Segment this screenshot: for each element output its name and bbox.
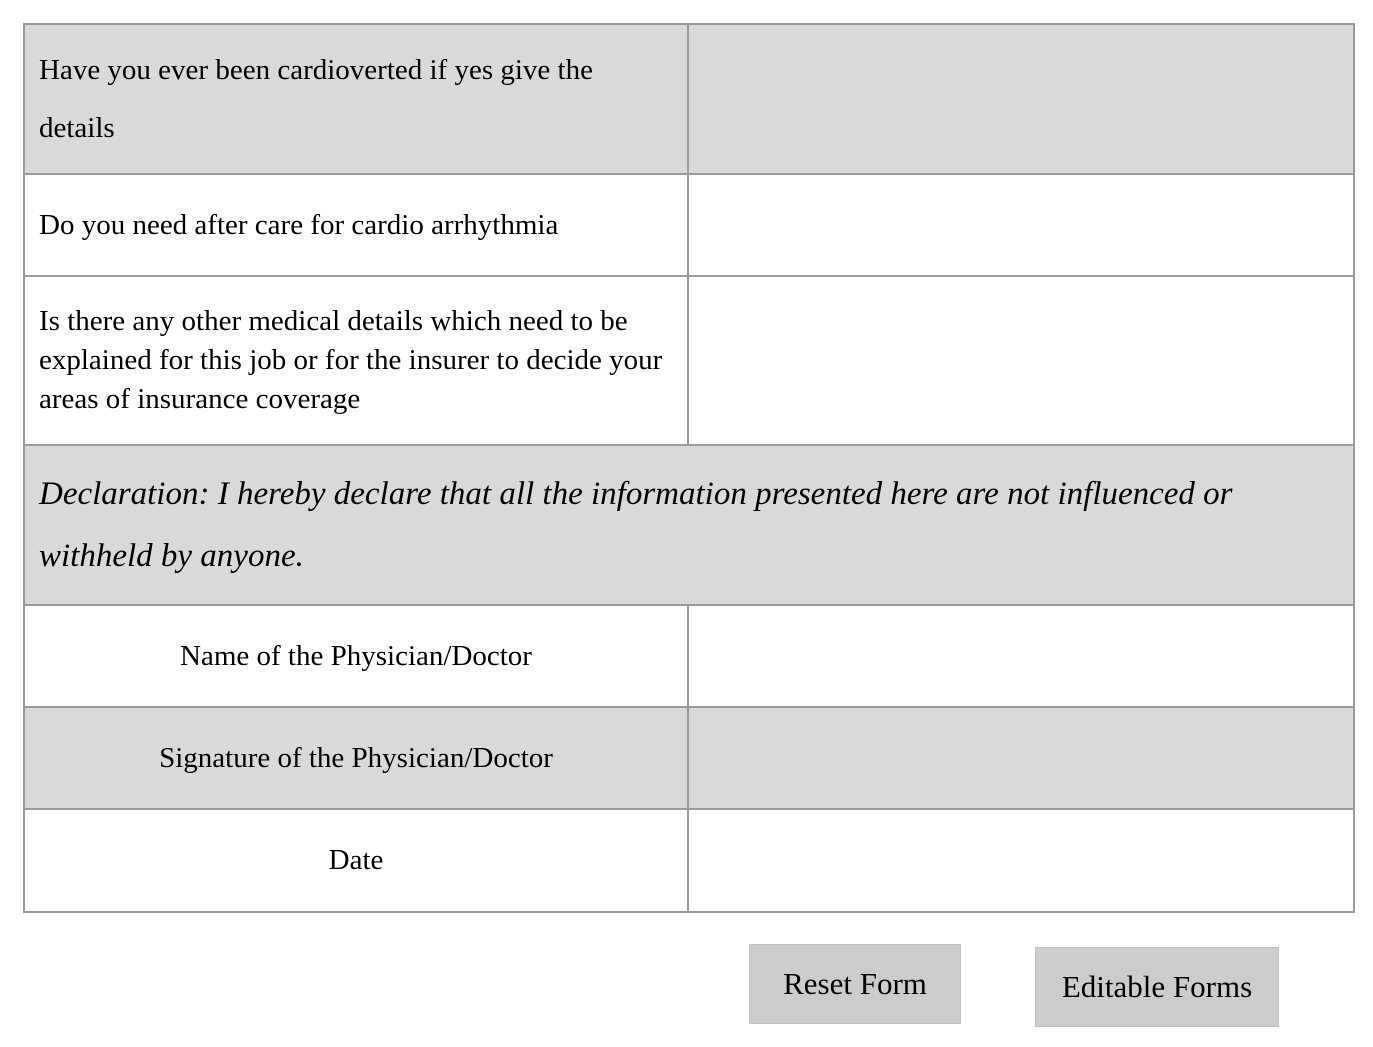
question-label: Is there any other medical details which need to be explained for this job or for the insurer to decide your areas of insurance coverage — [25, 277, 689, 444]
physician-signature-label: Signature of the Physician/Doctor — [25, 708, 689, 808]
form-row-physician-name — [25, 606, 1353, 708]
after-care-field[interactable] — [689, 175, 1353, 275]
cardioverted-details-input[interactable] — [689, 25, 1353, 173]
date-label: Date — [25, 810, 689, 911]
physician-name-input[interactable] — [689, 606, 1353, 706]
form-row-declaration — [25, 446, 1353, 606]
cardioverted-details-field[interactable] — [689, 25, 1353, 173]
medical-form-table — [23, 23, 1355, 913]
physician-name-field[interactable] — [689, 606, 1353, 706]
form-row-physician-signature — [25, 708, 1353, 810]
after-care-input[interactable] — [689, 175, 1353, 275]
form-row-after-care — [25, 175, 1353, 277]
editable-forms-button[interactable]: Editable Forms — [1035, 947, 1279, 1027]
question-label: Do you need after care for cardio arrhythmia — [25, 175, 689, 275]
other-medical-details-input[interactable] — [689, 277, 1353, 444]
physician-name-label: Name of the Physician/Doctor — [25, 606, 689, 706]
other-medical-details-field[interactable] — [689, 277, 1353, 444]
physician-signature-input[interactable] — [689, 708, 1353, 808]
physician-signature-field[interactable] — [689, 708, 1353, 808]
reset-form-button[interactable]: Reset Form — [749, 944, 961, 1024]
date-field[interactable] — [689, 810, 1353, 911]
question-label: Have you ever been cardioverted if yes give the details — [25, 25, 689, 173]
declaration-text: Declaration: I hereby declare that all the information presented here are not influenced or withheld by anyone. — [39, 476, 1233, 574]
form-row-date — [25, 810, 1353, 911]
form-row-other-medical-details — [25, 277, 1353, 446]
form-row-cardioverted — [25, 25, 1353, 175]
date-input[interactable] — [689, 810, 1353, 911]
